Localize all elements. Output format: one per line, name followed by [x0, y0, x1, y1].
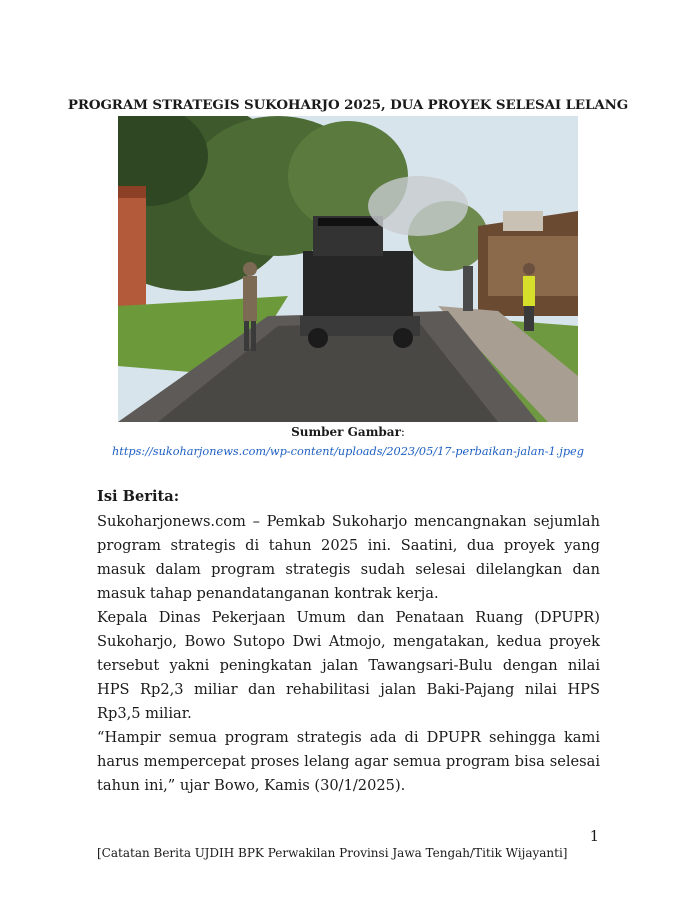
caption-label: Sumber Gambar	[291, 425, 401, 439]
image-source-link[interactable]: https://sukoharjonews.com/wp-content/uploads/2023/05/17-perbaikan-jalan-1.jpeg	[112, 445, 584, 458]
image-caption	[0, 425, 696, 439]
page-footer: [Catatan Berita UJDIH BPK Perwakilan Provinsi Jawa Tengah/Titik Wijayanti]	[97, 846, 568, 860]
page-number: 1	[589, 828, 599, 845]
article-body	[97, 510, 600, 798]
section-heading: Isi Berita:	[97, 488, 180, 505]
caption-colon: :	[400, 425, 405, 439]
paragraph-3: “Hampir semua program strategis ada di DPUPR sehingga kami harus mempercepat proses lelang agar semua program bisa selesai tahun ini,” ujar Bowo, Kamis (30/1/2025).	[97, 729, 600, 794]
paragraph-2: Kepala Dinas Pekerjaan Umum dan Penataan Ruang (DPUPR) Sukoharjo, Bowo Sutopo Dwi Atmojo, mengatakan, kedua proyek tersebut yakni peningkatan jalan Tawangsari-Bulu dengan nilai HPS Rp2,3 miliar dan rehabilitasi jalan Baki-Pajang nilai HPS Rp3,5 miliar.	[97, 609, 600, 722]
article-title: PROGRAM STRATEGIS SUKOHARJO 2025, DUA PROYEK SELESAI LELANG	[67, 97, 629, 113]
news-photo	[118, 116, 578, 422]
paragraph-1: Sukoharjonews.com – Pemkab Sukoharjo mencangnakan sejumlah program strategis di tahun 2025 ini. Saatini, dua proyek yang masuk dalam program strategis sudah selesai dilelangkan dan masuk tahap penandatanganan kontrak kerja.	[97, 513, 600, 602]
